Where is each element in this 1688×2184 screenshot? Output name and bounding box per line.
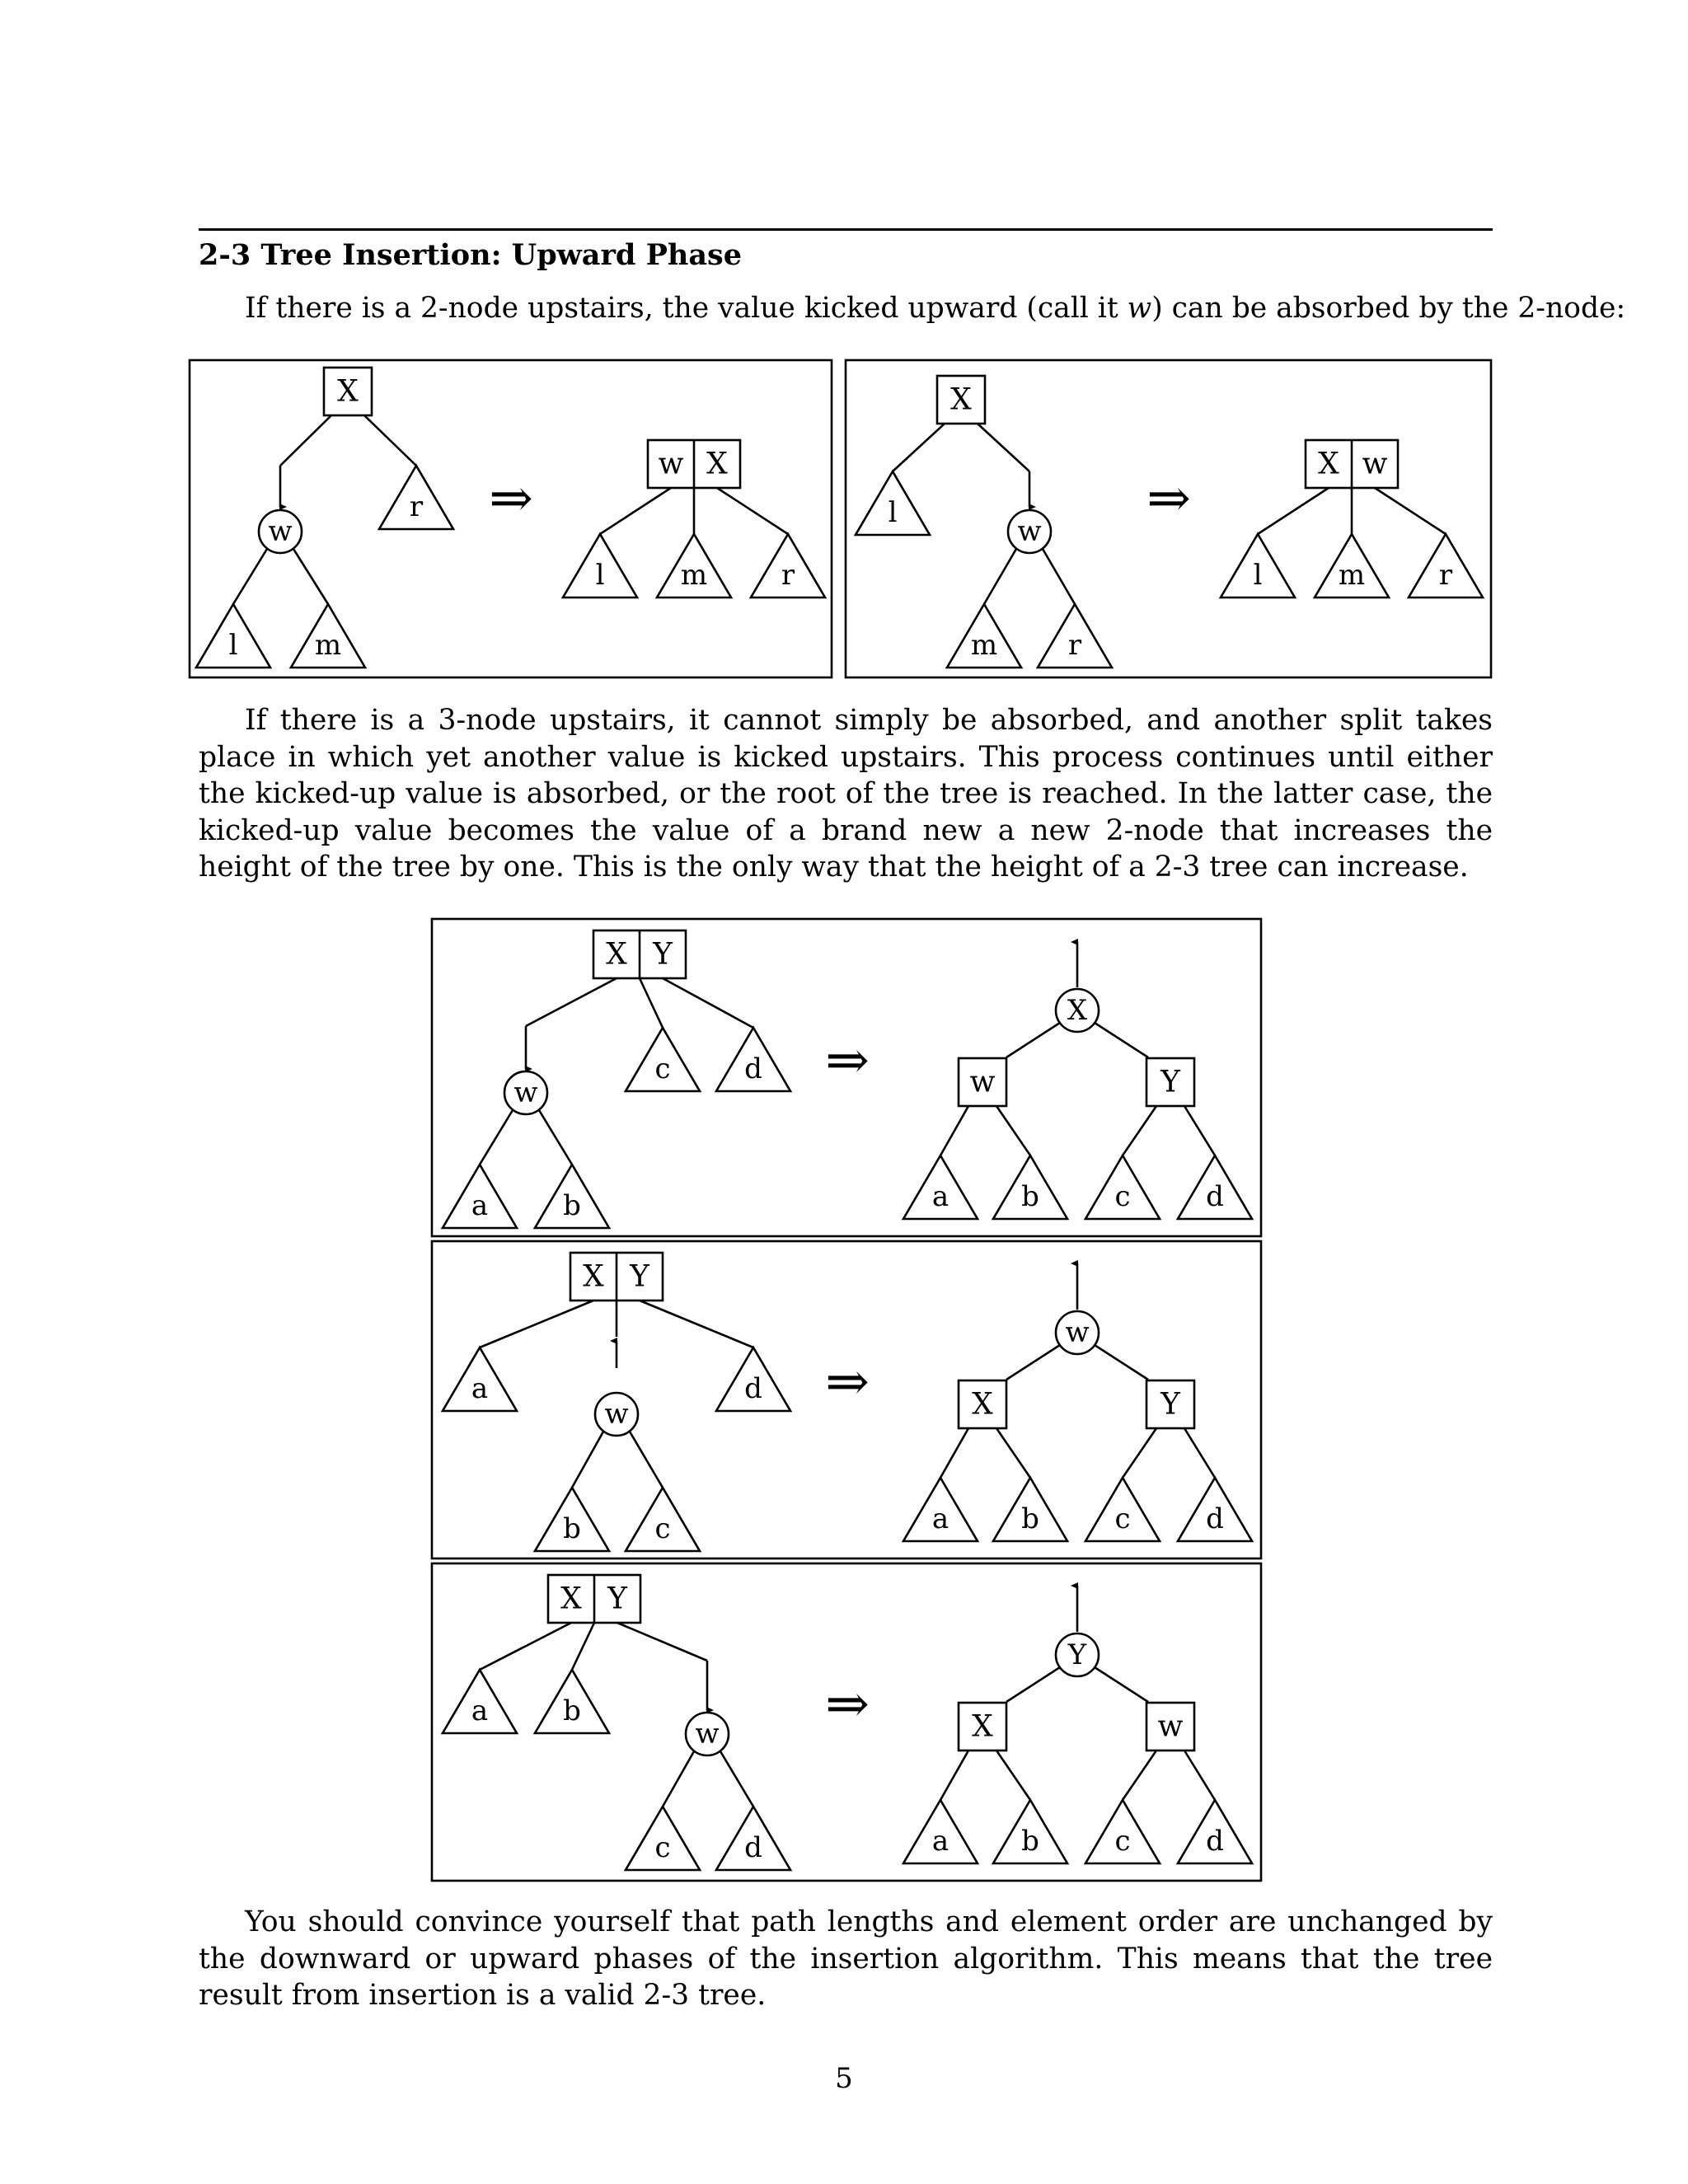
node-label: w (1157, 1709, 1184, 1744)
subtree-label: r (781, 559, 795, 592)
tree-edge (996, 1428, 1030, 1478)
subtree-label: d (1206, 1180, 1224, 1213)
tree-edge (640, 978, 663, 1028)
subtree-label: c (654, 1052, 671, 1085)
tree-edge (1095, 1345, 1148, 1380)
tree-edge (480, 1623, 571, 1670)
transform-arrow: ⇒ (1146, 468, 1191, 529)
kicked-node-label: X (1067, 994, 1088, 1027)
transform-arrow: ⇒ (825, 1674, 870, 1735)
figure-3node-middle (443, 1253, 1252, 1551)
kicked-node-label: w (513, 1076, 538, 1109)
node-label-right: Y (630, 1259, 649, 1294)
para2-text: If there is a 3-node upstairs, it cannot simply be absorbed, and another split takes place in which yet another value is kicked upstairs. This process continues until either the kicked-up value is absorbed, or the root of the tree is reached. In the latter case, the kicked-up value becomes the value of a brand new a new 2-node that increases the height of the tree by one. This is the only way that the height of a 2-3 tree can increase. (199, 704, 1493, 884)
node-label: X (950, 382, 972, 417)
tree-edge (1184, 1428, 1215, 1478)
subtree-label: b (563, 1694, 581, 1727)
tree-edge (1095, 1667, 1148, 1702)
node-label: Y (1160, 1387, 1180, 1422)
tree-edge (480, 1110, 513, 1165)
subtree-label: b (1021, 1502, 1039, 1535)
tree-edge (940, 1428, 968, 1478)
tree-edge (1043, 549, 1075, 604)
node-label: X (972, 1709, 993, 1744)
tree-edge (663, 978, 753, 1028)
para1-text-b: ) can be absorbed by the 2-node: (1151, 292, 1626, 325)
node-label: X (972, 1387, 993, 1422)
kicked-node-label: w (695, 1718, 720, 1750)
tree-edge (1184, 1750, 1215, 1800)
subtree-label: c (1114, 1825, 1131, 1858)
node-label-left: X (560, 1582, 582, 1616)
para3-text: You should convince yourself that path lengths and element order are unchanged by the downward or upward phases of the insertion algorithm. This means that the tree result from insertion is a valid 2-3 tree. (199, 1905, 1493, 2013)
subtree-label: b (1021, 1825, 1039, 1858)
subtree-label: d (744, 1052, 762, 1085)
figure-2node-left (196, 368, 825, 668)
subtree-label: a (471, 1694, 489, 1727)
tree-edge (572, 1432, 603, 1488)
subtree-label: m (970, 629, 998, 662)
tree-edge (572, 1623, 594, 1670)
tree-edge (526, 978, 617, 1026)
tree-edge (940, 1750, 968, 1800)
subtree-label: c (654, 1512, 671, 1545)
subtree-label: a (471, 1189, 489, 1222)
subtree-label: r (1438, 559, 1453, 592)
tree-edge (600, 488, 671, 534)
subtree-label: b (1021, 1180, 1039, 1213)
node-label-right: Y (607, 1582, 627, 1616)
subtree-label: d (1206, 1825, 1224, 1858)
subtree-label: m (314, 629, 342, 662)
subtree-label: l (1253, 559, 1263, 592)
tree-edge (640, 1301, 753, 1347)
tree-edge (1123, 1750, 1156, 1800)
para1-text-a: If there is a 2-node upstairs, the value kicked upward (call it (245, 292, 1128, 325)
kicked-node-label: w (268, 515, 293, 548)
tree-edge (893, 424, 945, 471)
transform-arrow: ⇒ (825, 1030, 870, 1091)
tree-edge (663, 1751, 694, 1807)
tree-edge (1006, 1667, 1060, 1702)
tree-edge (293, 549, 328, 604)
subtree-label: m (1338, 559, 1366, 592)
tree-edge (1258, 488, 1329, 534)
tree-edge (280, 415, 331, 466)
node-label-right: w (1362, 447, 1388, 481)
node-label-right: Y (653, 937, 673, 972)
subtree-label: c (1114, 1502, 1131, 1535)
subtree-label: a (471, 1372, 489, 1405)
subtree-label: a (931, 1180, 950, 1213)
node-label-left: X (583, 1259, 604, 1294)
subtree-label: l (228, 629, 238, 662)
tree-edge (1123, 1428, 1156, 1478)
tree-edge (233, 549, 267, 604)
para1-var: w (1127, 292, 1152, 325)
kicked-node-label: Y (1067, 1638, 1087, 1671)
kicked-node-label: w (1017, 515, 1042, 548)
subtree-label: a (931, 1825, 950, 1858)
tree-edge (717, 488, 788, 534)
transform-arrow: ⇒ (825, 1352, 870, 1413)
subtree-label: c (654, 1831, 671, 1864)
subtree-label: r (1067, 629, 1082, 662)
tree-edge (364, 415, 416, 466)
section-heading: 2-3 Tree Insertion: Upward Phase (199, 238, 742, 272)
node-label: X (337, 374, 359, 409)
subtree-label: m (680, 559, 708, 592)
tree-edge (1123, 1106, 1156, 1155)
tree-edge (984, 549, 1016, 604)
tree-edge (617, 1623, 707, 1661)
subtree-label: c (1114, 1180, 1131, 1213)
tree-edge (1375, 488, 1446, 534)
tree-edge (539, 1110, 572, 1165)
node-label: Y (1160, 1065, 1180, 1099)
node-label-right: X (706, 447, 728, 481)
tree-edge (1184, 1106, 1215, 1155)
subtree-label: l (595, 559, 605, 592)
node-label: w (969, 1065, 996, 1099)
tree-edge (720, 1751, 753, 1807)
subtree-label: l (888, 496, 898, 529)
tree-edge (978, 424, 1029, 471)
tree-edge (630, 1432, 663, 1488)
node-label-left: w (658, 447, 684, 481)
subtree-label: d (744, 1831, 762, 1864)
subtree-label: d (744, 1372, 762, 1405)
tree-edge (996, 1750, 1030, 1800)
tree-edge (1006, 1023, 1060, 1057)
figure-3node-right (443, 1575, 1252, 1870)
kicked-node-label: w (1065, 1316, 1090, 1349)
tree-edge (1006, 1345, 1060, 1380)
subtree-label: a (931, 1502, 950, 1535)
subtree-label: b (563, 1512, 581, 1545)
subtree-label: r (409, 490, 424, 523)
page-number: 5 (835, 2062, 853, 2095)
subtree-label: b (563, 1189, 581, 1222)
subtree-label: d (1206, 1502, 1224, 1535)
tree-edge (940, 1106, 968, 1155)
figure-3node-left (443, 930, 1252, 1228)
tree-edge (996, 1106, 1030, 1155)
tree-edge (1095, 1023, 1148, 1057)
tree-edge (480, 1301, 593, 1347)
kicked-node-label: w (604, 1398, 629, 1431)
node-label-left: X (606, 937, 627, 972)
transform-arrow: ⇒ (489, 468, 533, 529)
node-label-left: X (1318, 447, 1339, 481)
figure-2node-right (856, 376, 1483, 668)
